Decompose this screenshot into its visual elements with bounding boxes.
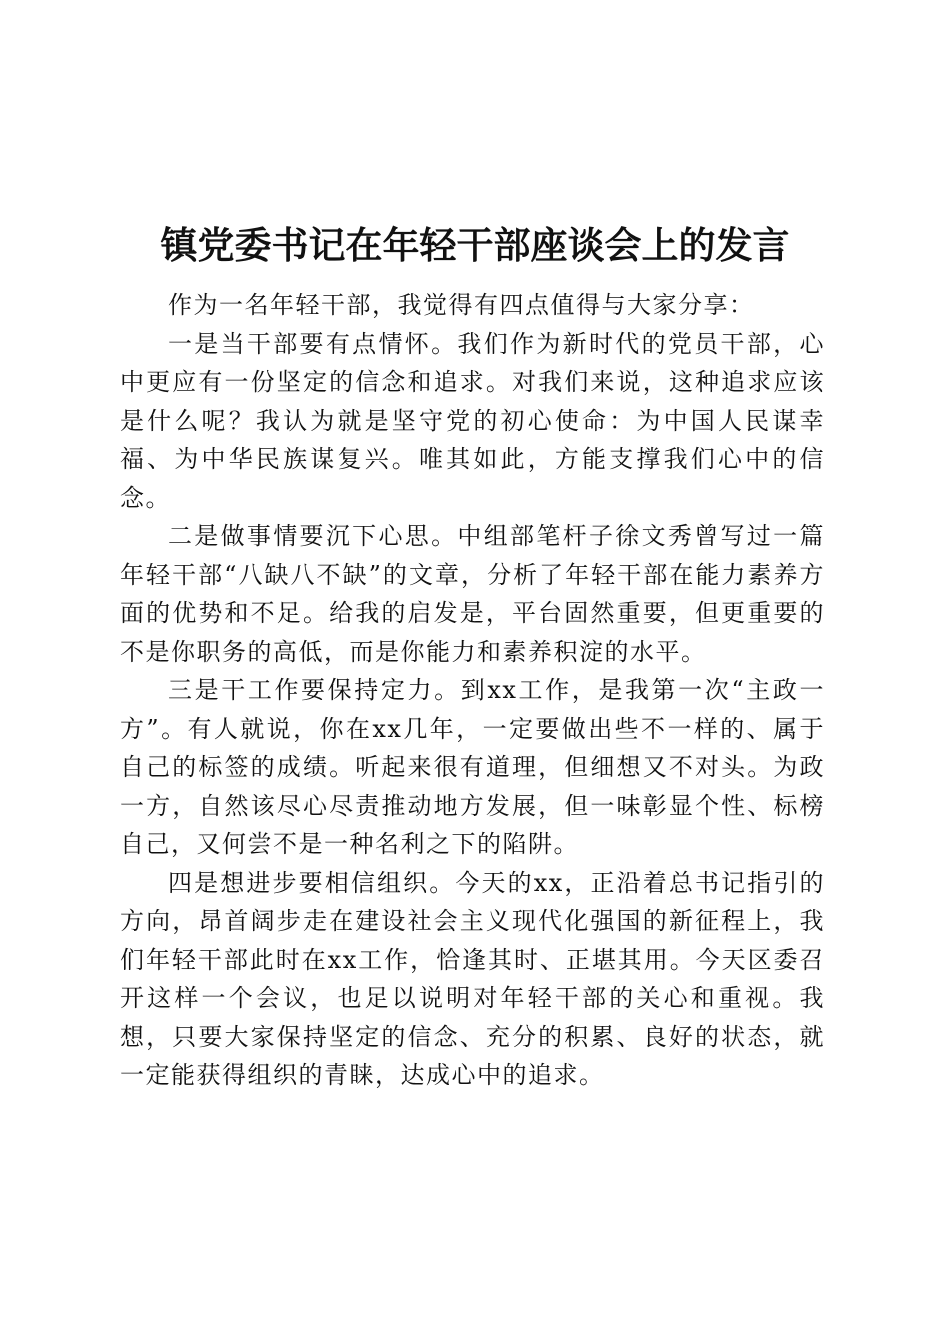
paragraph-point-one: 一是当干部要有点情怀。我们作为新时代的党员干部，心中更应有一份坚定的信念和追求。对我们来说，这种追求应该是什么呢？我认为就是坚守党的初心使命：为中国人民谋幸福、为中华民族谋复兴。唯其如此，方能支撑我们心中的信念。 [120,329,825,512]
paragraph-intro: 作为一名年轻干部，我觉得有四点值得与大家分享： [168,291,755,319]
paragraph-point-four: 四是想进步要相信组织。今天的xx，正沿着总书记指引的方向，昂首阔步走在建设社会主义现代化强国的新征程上，我们年轻干部此时在xx工作，恰逢其时、正堪其用。今天区委召开这样一个会议，也足以说明对年轻干部的关心和重视。我想，只要大家保持坚定的信念、充分的积累、良好的状态，就一定能获得组织的青睐，达成心中的追求。 [120,868,825,1089]
paragraph-point-two: 二是做事情要沉下心思。中组部笔杆子徐文秀曾写过一篇年轻干部“八缺八不缺”的文章，分析了年轻干部在能力素养方面的优势和不足。给我的启发是，平台固然重要，但更重要的不是你职务的高低，而是你能力和素养积淀的水平。 [120,522,825,666]
document-body [120,286,825,1095]
document-title: 镇党委书记在年轻干部座谈会上的发言 [160,222,790,267]
paragraph-point-three: 三是干工作要保持定力。到xx工作，是我第一次“主政一方”。有人就说，你在xx几年，一定要做出些不一样的、属于自己的标签的成绩。听起来很有道理，但细想又不对头。为政一方，自然该尽心尽责推动地方发展，但一味彰显个性、标榜自己，又何尝不是一种名利之下的陷阱。 [120,676,825,858]
